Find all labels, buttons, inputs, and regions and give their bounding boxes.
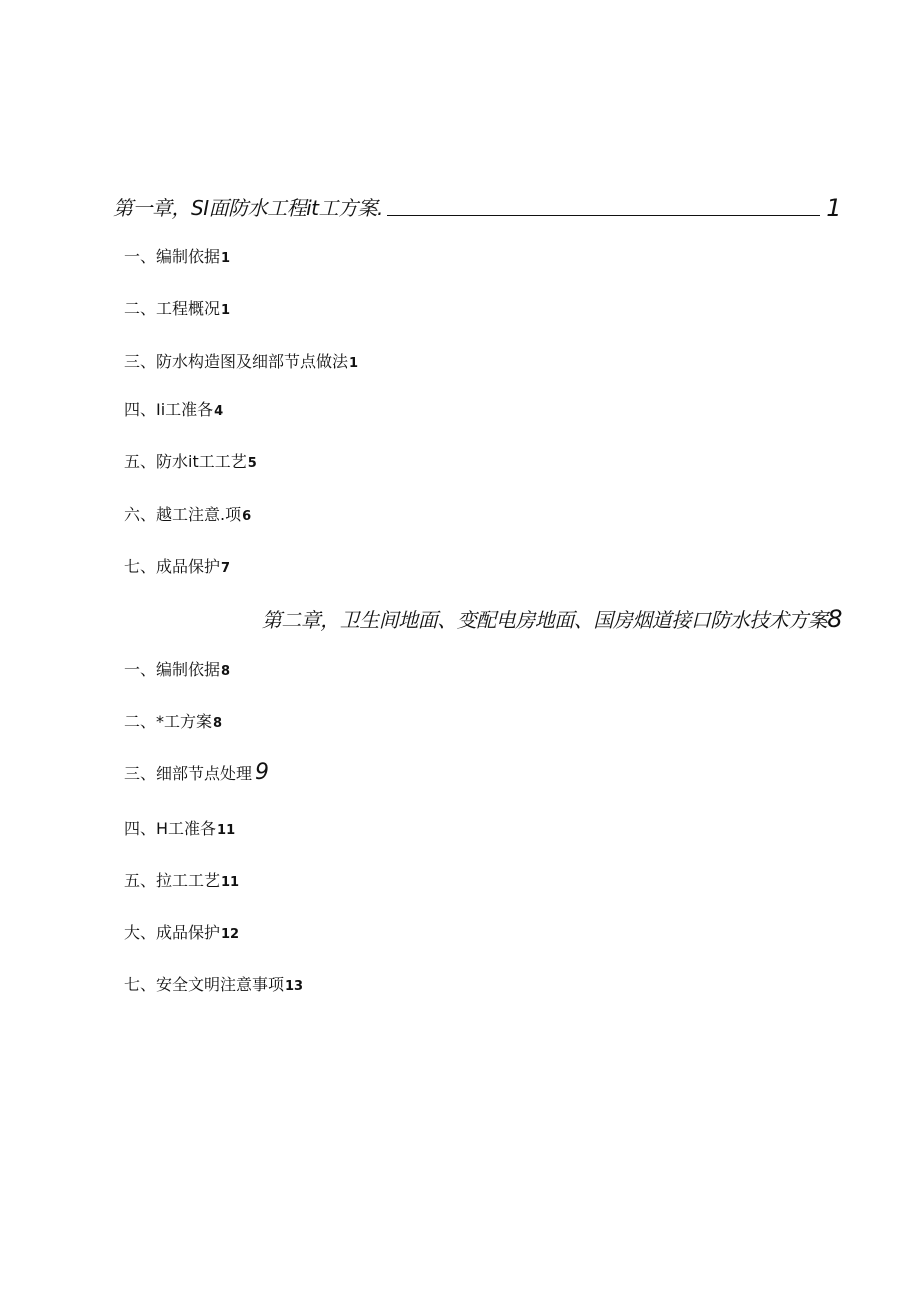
toc-item-page: 5: [247, 456, 257, 471]
toc-item-label: 二、工程概况: [124, 299, 221, 318]
toc-item-label: 一、编制依据: [124, 660, 221, 679]
toc-item-label: 七、安全文明注意事项: [124, 975, 285, 994]
toc-item-page: 4: [214, 404, 224, 419]
toc-item-label: 六、越工注意.项: [124, 505, 242, 524]
toc-item[interactable]: [124, 871, 239, 893]
chapter-page-number: 1: [826, 194, 841, 222]
toc-item[interactable]: [124, 819, 235, 841]
toc-item-page: 6: [242, 509, 252, 524]
toc-item-label: 大、成品保护: [124, 923, 221, 942]
toc-item[interactable]: [124, 352, 358, 374]
chapter-title: 第一章，SI面防水工程it工方案.: [113, 196, 383, 220]
toc-item-label: 一、编制依据: [124, 247, 221, 266]
toc-item[interactable]: [124, 299, 230, 321]
toc-item-label: 五、防水it工工艺: [124, 452, 247, 471]
toc-item-page: 11: [217, 823, 236, 838]
toc-item-page: 12: [221, 927, 240, 942]
toc-item[interactable]: [124, 452, 257, 474]
toc-item-label: 四、Ii工准各: [124, 400, 214, 419]
toc-item[interactable]: [124, 975, 303, 997]
toc-item-label: 三、防水构造图及细部节点做法: [124, 352, 349, 371]
toc-item-page: 11: [221, 875, 240, 890]
toc-item[interactable]: [124, 660, 230, 682]
toc-item[interactable]: [124, 400, 223, 422]
toc-item-label: 五、拉工工艺: [124, 871, 221, 890]
toc-item-page: 1: [221, 303, 231, 318]
toc-item-page: 8: [221, 664, 231, 679]
toc-item-label: 七、成品保护: [124, 557, 221, 576]
dot-leader: [387, 214, 820, 216]
toc-item-label: 二、*工方案: [124, 712, 213, 731]
toc-item-page: 1: [221, 251, 231, 266]
toc-item[interactable]: [124, 247, 230, 269]
toc-item[interactable]: [124, 712, 222, 734]
toc-chapter-2[interactable]: [262, 607, 842, 632]
toc-item-page: 9: [255, 760, 270, 785]
toc-item[interactable]: [124, 557, 230, 579]
toc-chapter-1[interactable]: [113, 196, 841, 220]
toc-item-page: 8: [213, 716, 223, 731]
toc-item-page: 1: [349, 356, 359, 371]
toc-item[interactable]: [124, 760, 270, 785]
chapter-page-number: 8: [827, 605, 842, 633]
toc-item-label: 四、H工准各: [124, 819, 217, 838]
toc-item-page: 7: [221, 561, 231, 576]
chapter-title: 第二章，卫生间地面、变配电房地面、国房烟道接口防水技术方案: [261, 608, 828, 632]
toc-item-label: 三、细部节点处理: [124, 764, 253, 783]
toc-item[interactable]: [124, 505, 251, 527]
toc-item-page: 13: [285, 979, 304, 994]
toc-item[interactable]: [124, 923, 239, 945]
